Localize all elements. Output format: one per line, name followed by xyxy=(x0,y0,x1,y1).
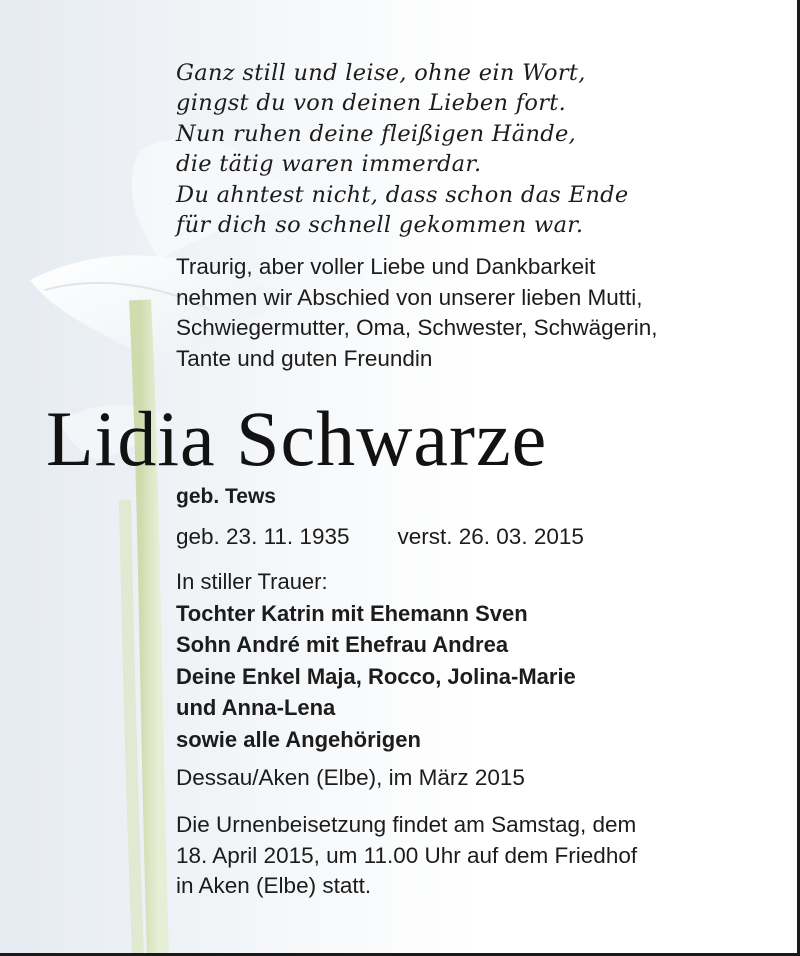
mourner-line: Tochter Katrin mit Ehemann Sven xyxy=(176,600,528,626)
farewell-text xyxy=(176,252,657,374)
burial-line: 18. April 2015, um 11.00 Uhr auf dem Friedhof xyxy=(176,842,638,868)
poem-line: die tätig waren immerdar. xyxy=(176,151,482,178)
farewell-line: Traurig, aber voller Liebe und Dankbarkeit xyxy=(176,254,596,279)
mourning-label: In stiller Trauer: xyxy=(176,569,328,594)
mourners-list xyxy=(176,566,576,755)
poem xyxy=(176,58,628,240)
death-date: verst. 26. 03. 2015 xyxy=(397,524,584,549)
farewell-line: Tante und guten Freundin xyxy=(176,345,433,371)
maiden-name: geb. Tews xyxy=(176,485,276,508)
mourner-line: sowie alle Angehörigen xyxy=(176,726,421,752)
place-and-date: Dessau/Aken (Elbe), im März 2015 xyxy=(176,765,525,790)
burial-line: Die Urnenbeisetzung findet am Samstag, dem xyxy=(176,812,637,837)
poem-line: Ganz still und leise, ohne ein Wort, xyxy=(176,60,586,86)
burial-info xyxy=(176,810,637,902)
poem-line: für dich so schnell gekommen war. xyxy=(176,212,584,239)
mourner-line: und Anna-Lena xyxy=(176,695,336,720)
mourner-line: Sohn André mit Ehefrau Andrea xyxy=(176,632,509,657)
life-dates xyxy=(176,522,584,552)
mourner-line: Deine Enkel Maja, Rocco, Jolina-Marie xyxy=(176,663,576,689)
farewell-line: Schwiegermutter, Oma, Schwester, Schwägerin, xyxy=(176,315,658,340)
farewell-line: nehmen wir Abschied von unserer lieben Mutti, xyxy=(176,284,643,310)
poem-line: gingst du von deinen Lieben fort. xyxy=(176,90,567,117)
deceased-name: Lidia Schwarze xyxy=(46,395,548,482)
birth-date: geb. 23. 11. 1935 xyxy=(176,524,350,549)
burial-line: in Aken (Elbe) statt. xyxy=(176,873,372,898)
poem-line: Du ahntest nicht, dass schon das Ende xyxy=(176,181,629,208)
poem-line: Nun ruhen deine fleißigen Hände, xyxy=(176,120,577,147)
